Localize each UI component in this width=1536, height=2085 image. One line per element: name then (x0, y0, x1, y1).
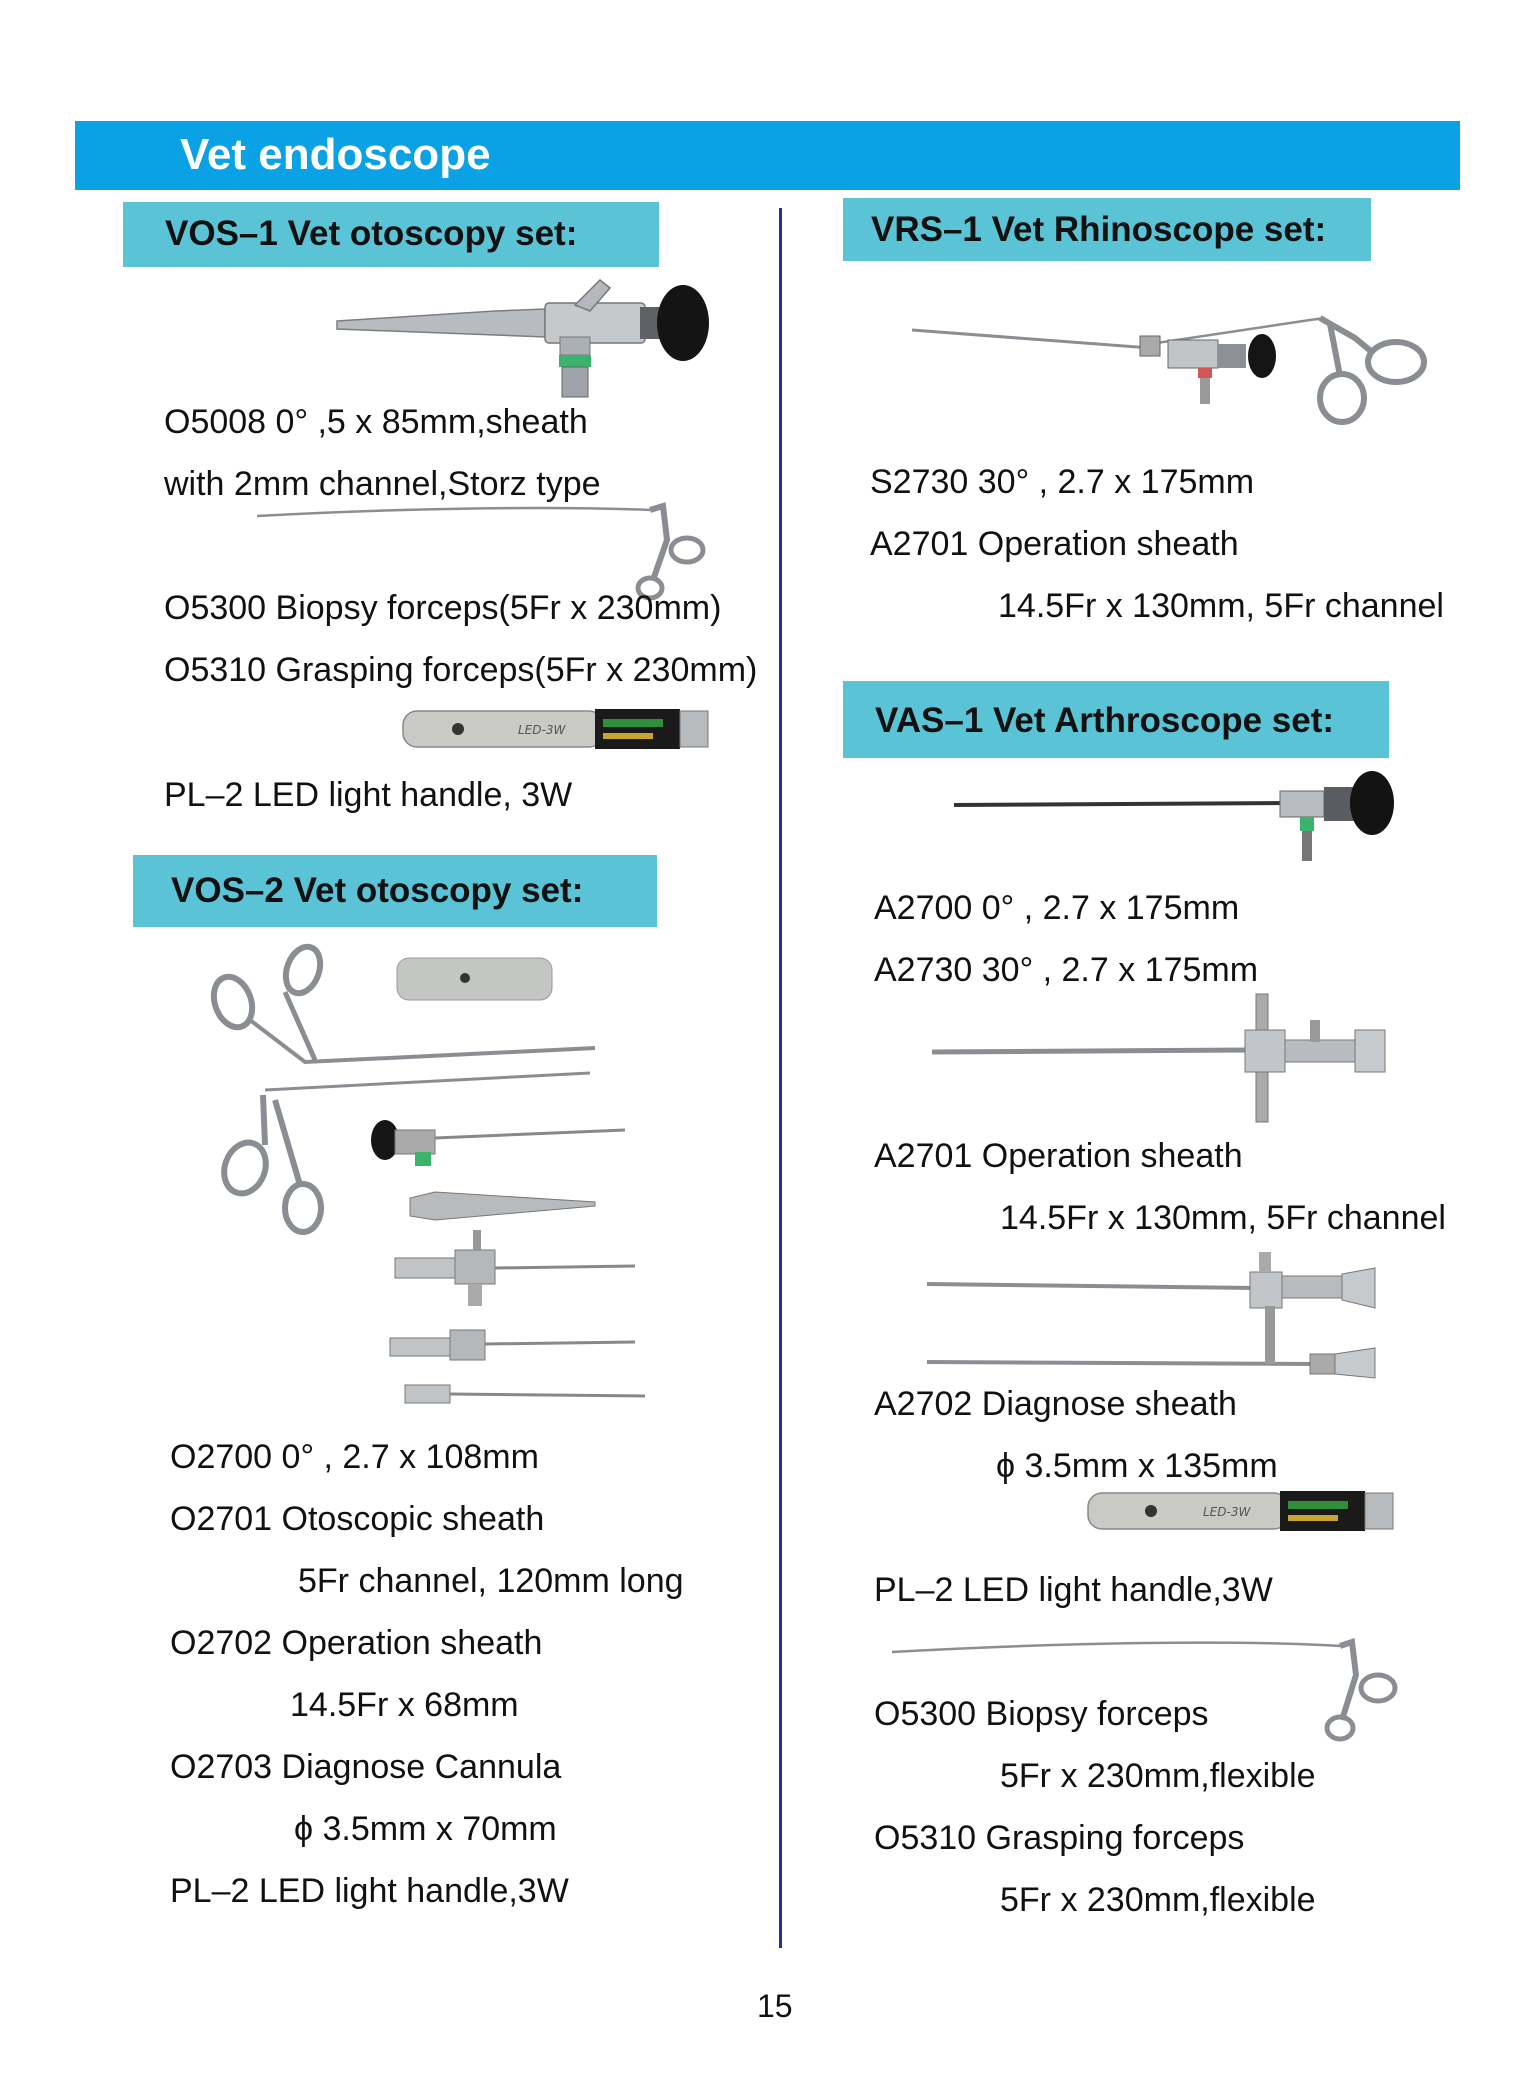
vrs1-line-1: S2730 30° , 2.7 x 175mm (870, 463, 1255, 501)
vos2-section-title: VOS–2 Vet otoscopy set: (171, 871, 584, 910)
handle-label: LED-3W (518, 723, 566, 737)
vos1-line-2: with 2mm channel,Storz type (164, 465, 601, 503)
vos1-line-4: O5310 Grasping forceps(5Fr x 230mm) (164, 651, 758, 689)
arthroscope-image (952, 765, 1412, 875)
vas1-line-7: PL–2 LED light handle,3W (874, 1571, 1273, 1609)
vos2-line-6: O2703 Diagnose Cannula (170, 1748, 562, 1786)
vos2-line-7: ϕ 3.5mm x 70mm (294, 1810, 557, 1848)
column-divider (779, 208, 782, 1948)
vos2-line-8: PL–2 LED light handle,3W (170, 1872, 569, 1910)
vos1-line-1: O5008 0° ,5 x 85mm,sheath (164, 403, 588, 441)
vos2-line-4: O2702 Operation sheath (170, 1624, 543, 1662)
led-light-handle-image-2 (1088, 1487, 1398, 1535)
rhinoscope-image (910, 310, 1430, 450)
vos1-line-3: O5300 Biopsy forceps(5Fr x 230mm) (164, 589, 722, 627)
vas1-line-1: A2700 0° , 2.7 x 175mm (874, 889, 1240, 927)
vas1-line-3: A2701 Operation sheath (874, 1137, 1243, 1175)
vas1-line-2: A2730 30° , 2.7 x 175mm (874, 951, 1259, 989)
forceps-image (255, 500, 715, 600)
vas1-line-6: ϕ 3.5mm x 135mm (996, 1447, 1278, 1485)
page-title: Vet endoscope (180, 130, 491, 179)
handle-label-2: LED-3W (1203, 1505, 1251, 1519)
vas1-line-9: 5Fr x 230mm,flexible (1000, 1757, 1316, 1795)
vas1-line-4: 14.5Fr x 130mm, 5Fr channel (1000, 1199, 1446, 1237)
vos1-section-title: VOS–1 Vet otoscopy set: (165, 214, 578, 253)
vrs1-line-2: A2701 Operation sheath (870, 525, 1239, 563)
vas1-section-title: VAS–1 Vet Arthroscope set: (875, 701, 1335, 740)
vas1-line-5: A2702 Diagnose sheath (874, 1385, 1237, 1423)
vos1-line-5: PL–2 LED light handle, 3W (164, 776, 573, 814)
vrs1-line-3: 14.5Fr x 130mm, 5Fr channel (998, 587, 1444, 625)
vos2-line-5: 14.5Fr x 68mm (290, 1686, 519, 1724)
led-light-handle-image (403, 705, 713, 753)
otoscope-image (335, 275, 715, 400)
vrs1-section-title: VRS–1 Vet Rhinoscope set: (871, 210, 1327, 249)
vos2-line-3: 5Fr channel, 120mm long (298, 1562, 684, 1600)
page-number: 15 (757, 1988, 793, 2024)
operation-sheath-image (930, 990, 1410, 1130)
vas1-line-11: 5Fr x 230mm,flexible (1000, 1881, 1316, 1919)
vas1-line-8: O5300 Biopsy forceps (874, 1695, 1209, 1733)
vos2-instruments-image (205, 930, 655, 1410)
vos2-line-2: O2701 Otoscopic sheath (170, 1500, 545, 1538)
header-banner (75, 121, 1460, 190)
diagnose-sheath-image (925, 1250, 1405, 1380)
vos2-section-header (133, 855, 657, 927)
vas1-section-header (843, 681, 1389, 758)
vos1-section-header (123, 202, 659, 267)
vrs1-section-header (843, 198, 1371, 261)
vos2-line-1: O2700 0° , 2.7 x 108mm (170, 1438, 539, 1476)
vas1-line-10: O5310 Grasping forceps (874, 1819, 1245, 1857)
